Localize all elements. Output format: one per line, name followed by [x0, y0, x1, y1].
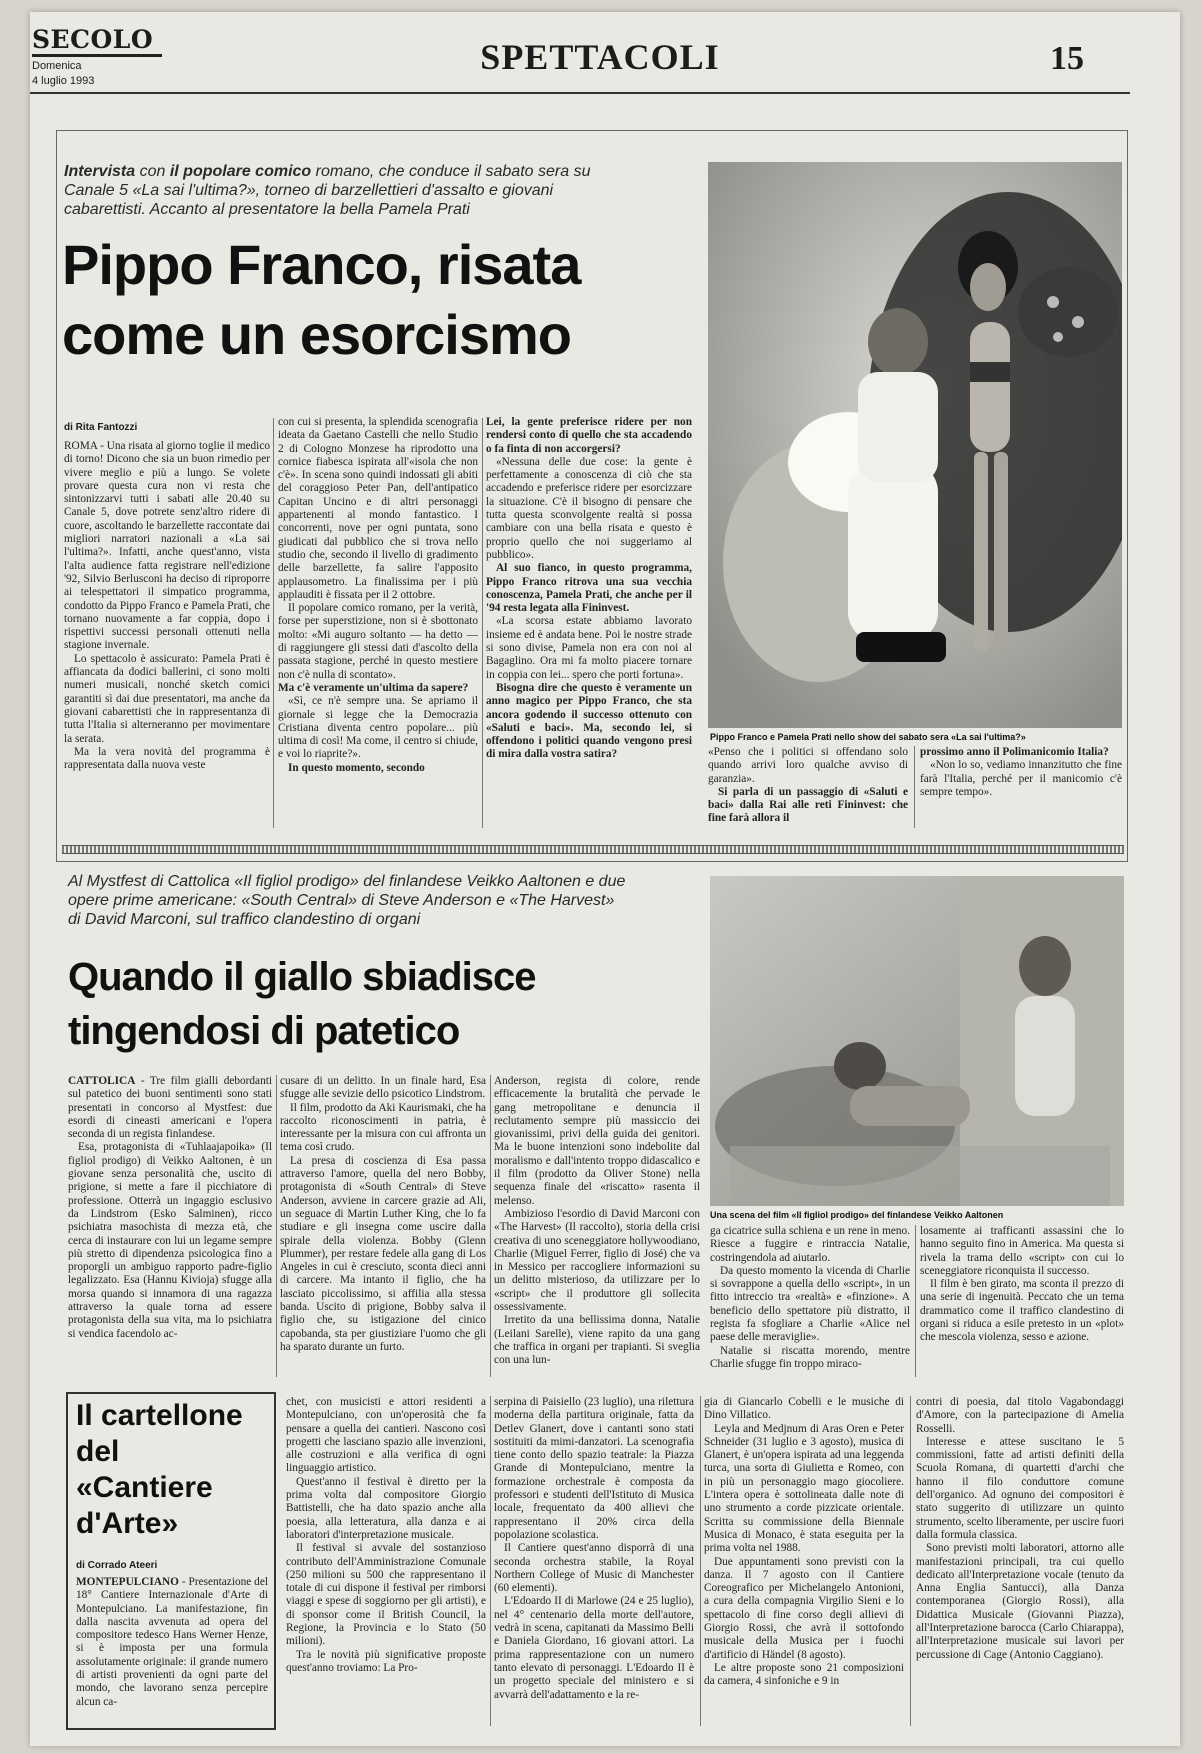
- photo-pippo-franco-pamela-prati: [708, 162, 1122, 728]
- article-2-photo: [710, 876, 1124, 1206]
- section-divider: [62, 845, 1124, 854]
- column-rule: [914, 746, 915, 828]
- column-rule: [910, 1396, 911, 1726]
- article-2-col-3: Anderson, regista di colore, rende efficacemente la brutalità che pervade le gang metropolitane e denuncia il reclutamento sempre più massiccio dei giovanissimi, privi della guida dei genitori. Ma le buone intenzioni sono indebolite dal moralismo e dall'intento troppo didascalico e il film (prodotto da Oliver Stone) nella sequenza finale del «riscatto» rasenta il melenso. Ambizioso l'esordio di David Marconi con «The Harvest» (Il raccolto), storia della crisi creativa di uno sceneggiatore hollywoodiano, Charlie (Miguel Ferrer, figlio di José) che va in Messico per raccogliere informazioni su un delitto misterioso, da utilizzare per lo «script» che il produttore gli sollecita ossessivamente. Irretito da una bellissima donna, Natalie (Leilani Sarelle), viene rapito da una gang che traffica in organi per trapianti. Si sveglia con una lun-: [494, 1075, 700, 1367]
- photo-figliol-prodigo-scene: [710, 876, 1124, 1206]
- article-3-col-1: MONTEPULCIANO - Presentazione del 18° Cantiere Internazionale d'Arte di Montepulciano. La manifestazione, fin dalla nascita avvenuta ad opera del compositore tedesco Hans Werner Henze, si è imposta per una formula assolutamente originale: il grande numero di artisti provenienti da ogni parte del mondo, che lavorano senza percepire alcun ca-: [76, 1576, 268, 1708]
- article-2-col-1: CATTOLICA - Tre film gialli debordanti sul patetico dei buoni sentimenti sono stati presentati in concorso al Mystfest: due esordi di cineasti americani e l'opera seconda di un regista finlandese. Esa, protagonista di «Tuhlaajapoika» (Il figliol prodigo) di Veikko Aaltonen, è un giovane senza personalità che, uscito di prigione, si mette a fare il picchiatore di professione. Otterrà un ingaggio esclusivo da Lindstrom (Esko Salminen), ricco psichiatra masochista di mezza età, che cerca di instaurare con lui un legame sempre più stretto di dipendenza psicologica fino a proporgli un ambiguo rapporto padre-figlio legalizzato. Esa (Hannu Kivioja) sfugge alla morsa quando si innamora di una ragazza attraverso la quale torna ad essere protagonista della sua vita, ma lo psichiatra si vendica facendolo ac-: [68, 1075, 272, 1340]
- article-2-kicker: Al Mystfest di Cattolica «Il figliol prodigo» del finlandese Veikko Aaltonen e due opere prime americane: «South Central» di Steve Anderson e «The Harvest» di David Marconi, sul traffico clandestino di organi: [68, 873, 626, 928]
- column-rule: [490, 1396, 491, 1726]
- issue-day: Domenica: [32, 60, 82, 72]
- article-2-col-5: losamente ai trafficanti assassini che lo hanno seguito fino in America. Ma questa si rivela la trama dello «script» con cui lo sceneggiatore riconquista il successo. Il film è ben girato, ma sconta il prezzo di una serie di ingenuità. Peccato che un tema drammatico come il traffico clandestino di organi si riduca a esile pretesto in un «plot» che mescola violenza, sesso e azione.: [920, 1225, 1124, 1344]
- issue-date: 4 luglio 1993: [32, 75, 95, 87]
- article-1-photo: [708, 162, 1122, 728]
- article-2-col-2: cusare di un delitto. In un finale hard, Esa sfugge alle sevizie dello psicotico Lindstrom. Il film, prodotto da Aki Kaurismaki, che ha raccolto riconoscimenti in patria, è interessante per la misura con cui affronta un tema così crudo. La presa di coscienza di Esa passa attraverso l'amore, quella del nero Bobby, protagonista di «South Central» di Steve Anderson, avviene in carcere grazie ad Ali, un seguace di Martin Luther King, che lo fa studiare e gli insegna come uscire dalla spirale della violenza. Bobby (Glenn Plummer), per restare fedele alla gang di Los Angeles in cui è cresciuto, sconta dieci anni di carcere. Ma intanto il figlio, che ha lasciato piccolissimo, si affilia alla stessa banda. Uscito di prigione, Bobby salva il figlio che, su istigazione del cinico capobanda, sta per giustiziare l'uomo che gli ha sparato durante un furto.: [280, 1075, 486, 1353]
- column-rule: [490, 1075, 491, 1377]
- article-3-col-2: chet, con musicisti e attori residenti a Montepulciano, con un'operosità che fa pensare a quella dei cantieri. Nascono così progetti che lasciano spazio alle invenzioni, alle costruzioni e alla verifica di ogni linguaggio artistico. Quest'anno il festival è diretto per la prima volta dal compositore Giorgio Battistelli, che ha dato spazio anche alla poesia, alla letteratura, alla danza e ai laboratori d'interpretazione musicale. Il festival si avvale del sostanzioso contributo dell'Amministrazione Comunale (250 milioni su 500 che rappresentano il totale di cui dispone il festival per rimborsi viaggi e spese di soggiorno per gli artisti), e di sponsor come il British Council, la Regione, la Provincia e lo Stato (50 milioni). Tra le novità più significative proposte quest'anno troviamo: La Pro-: [286, 1396, 486, 1674]
- article-1-col-2: con cui si presenta, la splendida scenografia ideata da Gaetano Castelli che nello Studio 2 di Cologno Monzese ha riprodotto una cornice fiabesca ispirata all'«isola che non c'è». In scena sono quindi indossati gli abiti del coraggioso Peter Pan, dell'antipatico Capitan Uncino e di altri personaggi appartenenti al mondo fantastico. I concorrenti, nove per ogni puntata, sono giudicati dal pubblico che si trova nello studio che, secondo il livello di gradimento delle barzellette, fa salire l'apposito applausometro. La finalissima per i più applauditi è fissata per il 2 ottobre. Il popolare comico romano, per la verità, forse per superstizione, non si è sbottonato molto: «Mi auguro soltanto — ha detto — di raggiungere gli stessi dati d'ascolto della passata stagione, perché in questo mestiere non c'è nulla di scontato». Ma c'è veramente un'ultima da sapere? «Sì, ce n'è sempre una. Se apriamo il giornale si legge che la Democrazia Cristiana diventa centro popolare... più ultima di così! Ma come, il centro si chiude, e voi lo riaprite?». In questo momento, secondo: [278, 416, 478, 774]
- article-1-byline: di Rita Fantozzi: [64, 422, 138, 433]
- page-number: 15: [1050, 40, 1084, 77]
- article-1-col-4: «Penso che i politici si offendano solo quando arrivi loro qualche avviso di garanzia». Si parla di un passaggio di «Saluti e baci» dalla Rai alle reti Fininvest: che fine farà allora il: [708, 746, 908, 825]
- article-1-col-1: ROMA - Una risata al giorno toglie il medico di torno! Dicono che sia un buon rimedio per vivere meglio e più a lungo. Se volete provare questa cura non vi resta che sintonizzarvi tutti i sabati alle 20.40 su Canale 5, dove potrete senz'altro ridere di cuore, ascoltando le barzellette raccontate dai migliori narratori nazionali a «La sai l'ultima?». Infatti, anche quest'anno, vista l'alta audience fatta registrare nell'edizione '92, Silvio Berlusconi ha deciso di riproporre ai telespettatori il simpatico programma, condotto da Pippo Franco e Pamela Prati, che tornano nuovamente a far coppia, dopo i rispettivi successi personali ottenuti nella stagione invernale. Lo spettacolo è assicurato: Pamela Prati è affiancata da dodici ballerini, ci sono molti numeri musicali, nonché sketch comici garantiti sì dai due presentatori, ma anche da giovani cabarettisti che in rappresentanza di tutta l'Italia si alterneranno per movimentare la serata. Ma la vera novità del programma è rappresentata dalla nuova veste: [64, 440, 270, 772]
- column-rule: [273, 418, 274, 828]
- article-2-caption: Una scena del film «Il figliol prodigo» del finlandese Veikko Aaltonen: [710, 1210, 1004, 1220]
- masthead-rule: [30, 92, 1130, 94]
- masthead-logo: [32, 26, 162, 87]
- column-rule: [915, 1225, 916, 1377]
- column-rule: [700, 1396, 701, 1726]
- article-2-col-4: ga cicatrice sulla schiena e un rene in meno. Riesce a fuggire e rintraccia Natalie, costringendola ad aiutarlo. Da questo momento la vicenda di Charlie si sovrappone a quella dello «script», in un fitto intreccio tra «realtà» e «finzione». A beneficio dello spettatore più distratto, il regista fa sfogliare a Charlie «Alice nel paese delle meraviglie». Natalie si riscatta morendo, mentre Charlie sfugge fin troppo miraco-: [710, 1225, 910, 1370]
- logo-name: SECOLO: [32, 26, 162, 57]
- article-3-col-3: serpina di Paisiello (23 luglio), una rilettura moderna della partitura originale, fatta da Detlev Glanert, dove i cantanti sono stati sostituiti da mimi-danzatori. La scenografia tiene conto dello spazio teatrale: la Piazza Grande di Montepulciano, mentre la formazione orchestrale è composta da professori e studenti dell'Istituto di Musica locale, frequentato da 400 allievi che rappresentano il 20% circa della popolazione scolastica. Il Cantiere quest'anno disporrà di una seconda orchestra stabile, la Royal Northern College of Music di Manchester (60 elementi). L'Edoardo II di Marlowe (24 e 25 luglio), nel 4° centenario della morte dell'autore, vedrà in scena, capitanati da Massimo Belli e Daniela Giordano, 16 giovani attori. La prima rappresentazione con un numero tanto elevato di personaggi. L'Edoardo II è un progetto speciale del ministero e si avvarrà dell'adattamento e la re-: [494, 1396, 694, 1701]
- column-rule: [276, 1075, 277, 1377]
- article-3-title: Il cartellone del «Cantiere d'Arte»: [76, 1399, 243, 1540]
- article-1-headline: Pippo Franco, risata come un esorcismo: [62, 233, 581, 366]
- article-1-col-5: prossimo anno il Polimanicomio Italia? «Non lo so, vediamo innanzitutto che fine farà l'Italia, perché per il manicomio c'è sempre tempo».: [920, 746, 1122, 798]
- section-title: SPETTACOLI: [480, 37, 720, 77]
- column-rule: [482, 418, 483, 828]
- article-1-col-3: Lei, la gente preferisce ridere per non rendersi conto di quello che sta accadendo o fa finta di non accorgersi? «Nessuna delle due cose: la gente è perfettamente a conoscenza di ciò che sta accadendo e preferisce ridere per esorcizzare la situazione. C'è il bisogno di pensare che tutta questa sconvolgente realtà si possa cambiare con una bella risata e questo è proprio quello che noi suggeriamo al pubblico». Al suo fianco, in questo programma, Pippo Franco ritrova una sua vecchia conoscenza, Pamela Prati, che anche per il '94 resta legata alla Fininvest. «La scorsa estate abbiamo lavorato insieme ed è andata bene. Poi le nostre strade si sono divise, Pamela non era con noi al Bagaglino. Ora mi fa molto piacere tornare in coppia con lei... spero che porti fortuna». Bisogna dire che questo è veramente un anno magico per Pippo Franco, che sta ancora godendo il successo ottenuto con «Saluti e baci». Ma, secondo lei, si offendono i politici quando vengono presi di mira dalla vostra satira?: [486, 416, 692, 761]
- article-3-byline: di Corrado Ateeri: [76, 1560, 158, 1571]
- article-2-headline: Quando il giallo sbiadisce tingendosi di patetico: [68, 955, 536, 1053]
- article-1-kicker: Intervista con il popolare comico romano, che conduce il sabato sera su Canale 5 «La sai l'ultima?», torneo di barzellettieri d'assalto e giovani cabarettisti. Accanto al presentatore la bella Pamela Prati: [64, 163, 591, 218]
- article-3-col-4: gia di Giancarlo Cobelli e le musiche di Dino Villatico. Leyla and Medjnum di Aras Oren e Peter Schneider (31 luglio e 3 agosto), musica di Glanert, è un'opera ispirata ad una leggenda turca, una sorta di Giulietta e Romeo, con in più un personaggio mago giocoliere. L'intera opera è sottolineata dalle note di uno strumento a corde pizzicate orientale. Scritta su commissione della Biennale Musica di Monaco, è stata eseguita per la prima volta nel 1988. Due appuntamenti sono previsti con la danza. Il 7 agosto con il Cantiere Coreografico per Michelangelo Antonioni, a cura della compagnia Virgilio Sieni e lo spettacolo di fine corso degli allievi di Giorgio Rossi, che avrà il sottofondo musicale della Musica per i fuochi d'artificio di Händel (8 agosto). Le altre proposte sono 21 composizioni da camera, 4 sinfoniche e 9 in: [704, 1396, 904, 1688]
- article-3-col-5: contri di poesia, dal titolo Vagabondaggi d'Amore, con la partecipazione di Amelia Rosselli. Interesse e attese suscitano le 5 commissioni, fatte ad artisti definiti della Scuola Romana, di quartetti d'archi che hanno il filo conduttore comune dell'organico. Ad ognuno dei compositori è stato suggerito di utilizzare un quinto strumento, scelto liberamente, per uscire fuori dalla formula classica. Sono previsti molti laboratori, attorno alle manifestazioni principali, tra cui quello dedicato all'Interpretazione vocale (tenuto da Anna Englia Santucci), alla Danza contemporanea (Giorgio Rossi), alla Didattica Musicale (Giovanni Piazza), all'Interpretazione barocca (Carlo Chiarappa), all'Interpretazione musicale sui lavori per percussione di Cage (Antonio Caggiano).: [916, 1396, 1124, 1661]
- article-1-caption: Pippo Franco e Pamela Prati nello show del sabato sera «La sai l'ultima?»: [710, 732, 1026, 742]
